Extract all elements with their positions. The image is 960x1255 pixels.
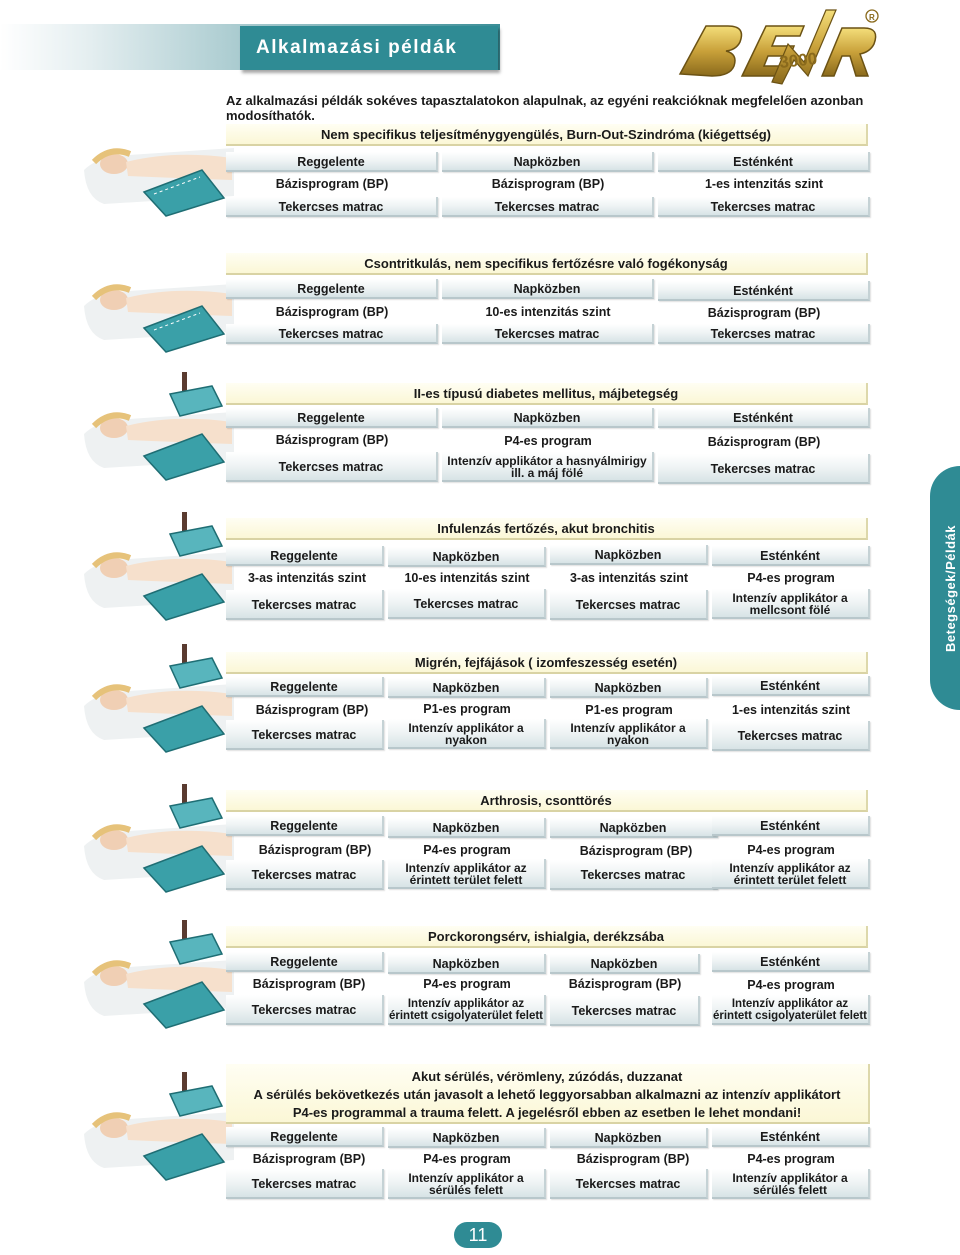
time-header-morning: Reggelente <box>226 152 438 172</box>
side-tab-label-wrap <box>930 466 960 710</box>
applicator-line: Intenzív applikátor a <box>732 1171 848 1185</box>
program-cell: P4-es program <box>747 571 835 585</box>
program-cell: Bázisprogram (BP) <box>258 843 372 857</box>
section-title: Csontritkulás, nem specifikus fertőzésre való fogékonyság <box>226 253 868 275</box>
patient-with-applicator-illustration <box>84 784 234 894</box>
applicator-line: Intenzív applikátor a hasnyálmirigy <box>447 454 647 468</box>
applicator-line: Intenzív applikátor a <box>408 1171 524 1185</box>
program-cell: P4-es program <box>747 1152 835 1166</box>
bemer-logo <box>676 4 882 92</box>
program-cell: Bázisprogram (BP) <box>275 433 389 447</box>
applicator-cell <box>712 589 870 619</box>
section-title-note <box>226 1064 870 1124</box>
program-cell: Bázisprogram (BP) <box>275 177 389 191</box>
patient-on-mat-illustration <box>84 254 234 354</box>
section-title: Nem specifikus teljesítménygyengülés, Burn-Out-Szindróma (kiégettség) <box>226 124 868 146</box>
program-cell: P4-es program <box>747 978 835 992</box>
program-cell: Bázisprogram (BP) <box>252 1152 366 1166</box>
applicator-cell <box>388 719 546 749</box>
program-cell: Bázisprogram (BP) <box>707 306 821 320</box>
time-header-daytime: Napközben <box>550 1128 708 1148</box>
applicator-line: Intenzív applikátor az <box>731 998 849 1010</box>
applicator-line: Intenzív applikátor az <box>729 861 851 875</box>
time-header-daytime: Napközben <box>442 279 654 299</box>
time-header-evening: Esténként <box>712 952 870 972</box>
applicator-cell <box>712 859 870 889</box>
applicator-cell: Tekercses matrac <box>226 860 384 890</box>
section-title: II-es típusú diabetes mellitus, májbetegség <box>226 383 868 405</box>
program-cell: Bázisprogram (BP) <box>255 703 369 717</box>
time-header-daytime: Napközben <box>550 818 718 838</box>
program-cell: Bázisprogram (BP) <box>568 977 682 991</box>
applicator-line: érintett terület felett <box>733 873 847 887</box>
program-cell: P4-es program <box>504 434 592 448</box>
applicator-line: mellcsont fölé <box>749 603 831 617</box>
program-cell: Bázisprogram (BP) <box>252 977 366 991</box>
intro-text: Az alkalmazási példák sokéves tapasztalatokon alapulnak, az egyéni reakcióknak megfelelően azonban modosíthatók. <box>226 93 864 123</box>
time-header-daytime: Napközben <box>388 1128 546 1148</box>
applicator-cell <box>442 452 654 482</box>
applicator-cell: Tekercses matrac <box>550 860 718 890</box>
section-title: Akut sérülés, vérömleny, zúzódás, duzzanat <box>411 1069 683 1084</box>
time-header-daytime: Napközben <box>388 678 546 698</box>
applicator-line: ill. a máj fölé <box>510 466 584 480</box>
program-cell: P4-es program <box>423 1152 511 1166</box>
patient-with-applicator-illustration <box>84 1072 234 1182</box>
program-cell: P4-es program <box>747 843 835 857</box>
program-cell: Bázisprogram (BP) <box>579 844 693 858</box>
applicator-cell: Tekercses matrac <box>442 324 654 344</box>
applicator-line: sérülés felett <box>428 1183 504 1197</box>
applicator-line: nyakon <box>606 733 649 747</box>
time-header-evening: Esténként <box>712 676 870 696</box>
time-header-daytime: Napközben <box>442 152 654 172</box>
applicator-cell: Tekercses matrac <box>658 324 870 344</box>
applicator-cell: Tekercses matrac <box>226 995 384 1025</box>
patient-on-mat-illustration <box>84 118 234 218</box>
program-cell: 3-as intenzitás szint <box>247 571 367 585</box>
side-tab-label: Betegségek/Példák <box>942 524 958 652</box>
time-header-daytime: Napközben <box>550 678 708 698</box>
applicator-cell: Tekercses matrac <box>226 452 438 482</box>
svg-text:R: R <box>869 13 875 22</box>
patient-with-applicator-illustration <box>84 372 234 482</box>
program-cell: P1-es program <box>423 702 511 716</box>
applicator-cell: Tekercses matrac <box>388 589 546 619</box>
time-header-daytime: Napközben <box>388 954 546 974</box>
time-header-morning: Reggelente <box>226 408 438 428</box>
time-header-morning: Reggelente <box>226 546 384 566</box>
time-header-daytime: Napközben <box>442 408 654 428</box>
section-title: Arthrosis, csonttörés <box>226 790 868 812</box>
applicator-line: Intenzív applikátor az <box>405 861 527 875</box>
applicator-cell <box>712 1169 870 1199</box>
page-number: 11 <box>454 1222 502 1248</box>
applicator-cell: Tekercses matrac <box>712 721 870 751</box>
applicator-cell <box>550 719 708 749</box>
applicator-cell <box>388 1169 546 1199</box>
program-cell: Bázisprogram (BP) <box>275 305 389 319</box>
program-cell: P4-es program <box>423 977 511 991</box>
applicator-cell: Tekercses matrac <box>226 590 384 620</box>
time-header-evening: Esténként <box>658 281 870 301</box>
applicator-cell: Tekercses matrac <box>442 197 654 217</box>
time-header-evening: Esténként <box>658 408 870 428</box>
time-header-evening: Esténként <box>712 816 870 836</box>
patient-with-applicator-illustration <box>84 644 234 754</box>
applicator-cell <box>388 995 546 1025</box>
program-cell: 3-as intenzitás szint <box>569 571 689 585</box>
time-header-evening: Esténként <box>712 546 870 566</box>
time-header-daytime: Napközben <box>550 545 708 565</box>
applicator-line: Intenzív applikátor az <box>407 998 525 1010</box>
section-title: Infulenzás fertőzés, akut bronchitis <box>226 518 868 540</box>
time-header-evening: Esténként <box>712 1127 870 1147</box>
note-line: A sérülés bekövetkezés után javasolt a lehető leggyorsabban alkalmazni az intenzív applikátort <box>253 1087 841 1102</box>
time-header-evening: Esténként <box>658 152 870 172</box>
applicator-line: érintett csigolyaterület felett <box>388 1010 543 1022</box>
applicator-cell: Tekercses matrac <box>550 590 708 620</box>
program-cell: 1-es intenzitás szint <box>731 703 851 717</box>
page-title: Alkalmazási példák <box>240 26 498 70</box>
time-header-daytime: Napközben <box>388 818 546 838</box>
applicator-line: Intenzív applikátor a <box>732 591 848 605</box>
time-header-morning: Reggelente <box>226 677 384 697</box>
patient-with-applicator-illustration <box>84 512 234 622</box>
applicator-cell: Tekercses matrac <box>658 454 870 484</box>
program-cell: P4-es program <box>423 843 511 857</box>
applicator-cell <box>712 995 870 1025</box>
section-title: Porckorongsérv, ishialgia, derékzsába <box>226 926 868 948</box>
applicator-cell: Tekercses matrac <box>550 1169 708 1199</box>
applicator-cell: Tekercses matrac <box>658 197 870 217</box>
program-cell: 10-es intenzitás szint <box>404 571 530 585</box>
program-cell: 10-es intenzitás szint <box>485 305 611 319</box>
program-cell: P1-es program <box>585 703 673 717</box>
time-header-morning: Reggelente <box>226 952 384 972</box>
applicator-cell: Tekercses matrac <box>226 1169 384 1199</box>
program-cell: Bázisprogram (BP) <box>576 1152 690 1166</box>
applicator-line: Intenzív applikátor a <box>408 721 524 735</box>
applicator-cell: Tekercses matrac <box>226 720 384 750</box>
program-cell: 1-es intenzitás szint <box>704 177 824 191</box>
applicator-cell: Tekercses matrac <box>226 324 438 344</box>
time-header-morning: Reggelente <box>226 1127 384 1147</box>
time-header-daytime: Napközben <box>388 547 546 567</box>
svg-text:3000: 3000 <box>778 49 819 72</box>
time-header-morning: Reggelente <box>226 816 384 836</box>
program-cell: Bázisprogram (BP) <box>707 435 821 449</box>
applicator-line: érintett terület felett <box>409 873 523 887</box>
applicator-cell: Tekercses matrac <box>226 197 438 217</box>
applicator-line: Intenzív applikátor a <box>570 721 686 735</box>
applicator-cell <box>388 859 546 889</box>
time-header-daytime: Napközben <box>550 954 700 974</box>
patient-with-applicator-illustration <box>84 920 234 1030</box>
note-line: P4-es programmal a trauma felett. A jegelésről ebben az esetben le lehet mondani! <box>292 1105 802 1120</box>
applicator-line: érintett csigolyaterület felett <box>712 1010 867 1022</box>
section-title: Migrén, fejfájások ( izomfeszesség esetén) <box>226 652 868 674</box>
applicator-line: sérülés felett <box>752 1183 828 1197</box>
time-header-morning: Reggelente <box>226 279 438 299</box>
program-cell: Bázisprogram (BP) <box>491 177 605 191</box>
applicator-line: nyakon <box>444 733 487 747</box>
applicator-cell: Tekercses matrac <box>550 996 700 1026</box>
